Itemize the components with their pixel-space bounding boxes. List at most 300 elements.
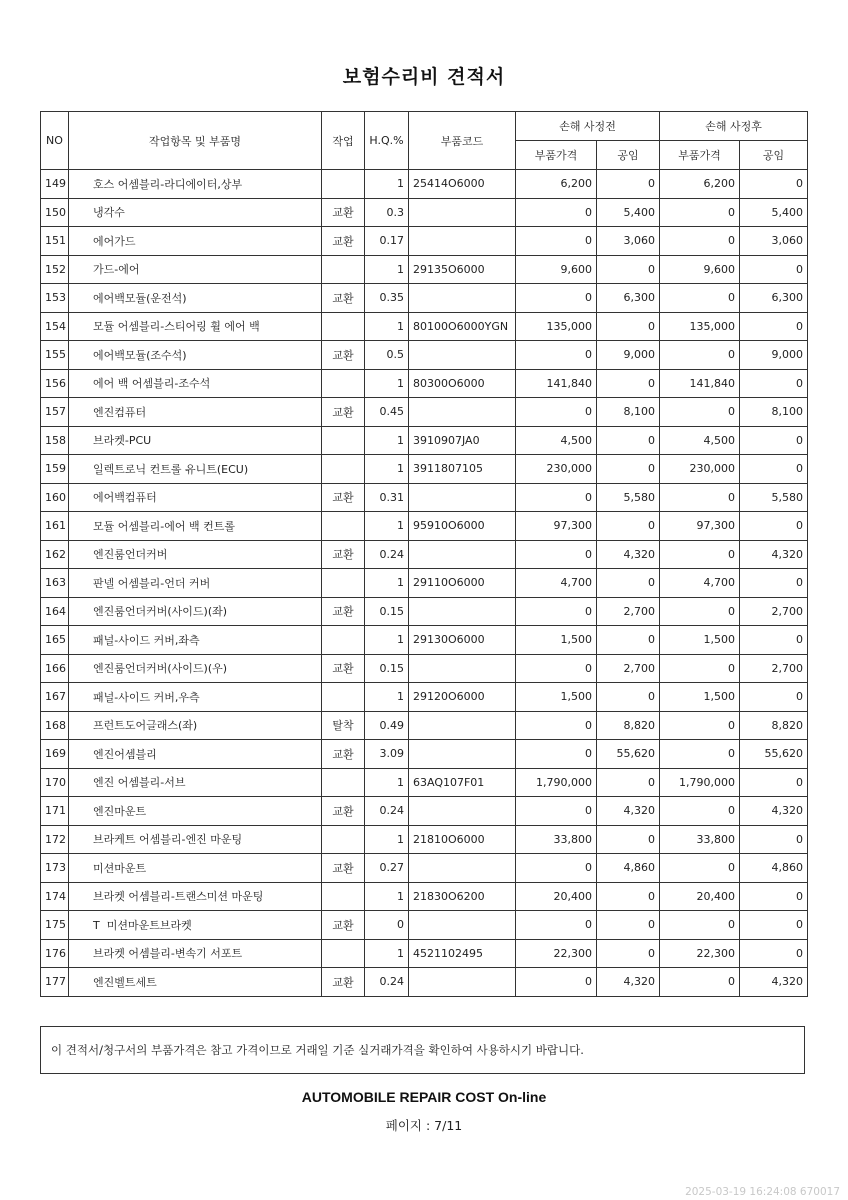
table-row xyxy=(41,683,808,712)
row-item-name: 패널-사이드 커버,우측 xyxy=(69,683,322,712)
row-before-labor: 0 xyxy=(597,683,660,712)
row-hq: 0.3 xyxy=(365,198,409,227)
row-part-code xyxy=(409,711,516,740)
table-row xyxy=(41,198,808,227)
row-item-name: T 미션마운트브라켓 xyxy=(69,911,322,940)
row-part-code: 80100O6000YGN xyxy=(409,312,516,341)
row-before-part-price: 0 xyxy=(516,284,597,313)
row-part-code: 29135O6000 xyxy=(409,255,516,284)
row-no: 175 xyxy=(41,911,69,940)
row-after-labor: 2,700 xyxy=(740,654,808,683)
row-after-part-price: 1,790,000 xyxy=(660,768,740,797)
row-hq: 0.17 xyxy=(365,227,409,256)
table-row xyxy=(41,768,808,797)
row-work-type: 교환 xyxy=(322,854,365,883)
row-work-type xyxy=(322,939,365,968)
row-before-labor: 4,320 xyxy=(597,797,660,826)
row-before-labor: 55,620 xyxy=(597,740,660,769)
row-before-labor: 6,300 xyxy=(597,284,660,313)
row-after-part-price: 0 xyxy=(660,854,740,883)
row-after-labor: 0 xyxy=(740,170,808,199)
row-work-type: 교환 xyxy=(322,540,365,569)
row-work-type: 교환 xyxy=(322,654,365,683)
row-work-type xyxy=(322,312,365,341)
row-after-labor: 0 xyxy=(740,825,808,854)
row-after-part-price: 0 xyxy=(660,227,740,256)
row-before-part-price: 0 xyxy=(516,654,597,683)
row-work-type xyxy=(322,170,365,199)
row-no: 161 xyxy=(41,512,69,541)
header-no: NO xyxy=(41,112,69,170)
row-after-labor: 4,320 xyxy=(740,968,808,997)
row-part-code xyxy=(409,654,516,683)
row-work-type xyxy=(322,255,365,284)
row-after-part-price: 135,000 xyxy=(660,312,740,341)
row-work-type: 교환 xyxy=(322,968,365,997)
row-after-labor: 9,000 xyxy=(740,341,808,370)
row-hq: 0 xyxy=(365,911,409,940)
row-after-labor: 2,700 xyxy=(740,597,808,626)
row-after-part-price: 0 xyxy=(660,398,740,427)
row-part-code xyxy=(409,227,516,256)
row-part-code: 80300O6000 xyxy=(409,369,516,398)
row-before-part-price: 1,790,000 xyxy=(516,768,597,797)
row-item-name: 일렉트로닉 컨트롤 유니트(ECU) xyxy=(69,455,322,484)
row-after-part-price: 1,500 xyxy=(660,626,740,655)
row-part-code: 95910O6000 xyxy=(409,512,516,541)
table-row xyxy=(41,512,808,541)
row-after-part-price: 0 xyxy=(660,911,740,940)
row-part-code: 63AQ107F01 xyxy=(409,768,516,797)
row-before-part-price: 97,300 xyxy=(516,512,597,541)
row-hq: 1 xyxy=(365,825,409,854)
row-item-name: 에어백모듈(조수석) xyxy=(69,341,322,370)
row-after-labor: 0 xyxy=(740,255,808,284)
table-row xyxy=(41,426,808,455)
row-no: 158 xyxy=(41,426,69,455)
table-row xyxy=(41,626,808,655)
header-after-labor: 공임 xyxy=(740,141,808,170)
row-before-labor: 0 xyxy=(597,255,660,284)
row-no: 160 xyxy=(41,483,69,512)
row-after-labor: 5,580 xyxy=(740,483,808,512)
row-after-labor: 6,300 xyxy=(740,284,808,313)
row-hq: 0.15 xyxy=(365,597,409,626)
row-no: 177 xyxy=(41,968,69,997)
row-part-code: 29120O6000 xyxy=(409,683,516,712)
table-row xyxy=(41,911,808,940)
table-row xyxy=(41,797,808,826)
header-before-labor: 공임 xyxy=(597,141,660,170)
row-before-labor: 0 xyxy=(597,369,660,398)
row-before-labor: 8,820 xyxy=(597,711,660,740)
row-hq: 1 xyxy=(365,312,409,341)
row-part-code: 21830O6200 xyxy=(409,882,516,911)
row-item-name: 브라케트 어셈블리-엔진 마운팅 xyxy=(69,825,322,854)
row-item-name: 미션마운트 xyxy=(69,854,322,883)
row-part-code xyxy=(409,284,516,313)
row-hq: 0.45 xyxy=(365,398,409,427)
row-before-labor: 0 xyxy=(597,455,660,484)
row-item-name: 엔진룸언더커버 xyxy=(69,540,322,569)
row-after-labor: 0 xyxy=(740,882,808,911)
row-after-part-price: 6,200 xyxy=(660,170,740,199)
table-row xyxy=(41,255,808,284)
row-hq: 1 xyxy=(365,369,409,398)
row-after-labor: 0 xyxy=(740,369,808,398)
document-title: 보험수리비 견적서 xyxy=(342,66,506,88)
row-before-labor: 5,400 xyxy=(597,198,660,227)
row-part-code: 4521102495 xyxy=(409,939,516,968)
row-part-code xyxy=(409,740,516,769)
row-no: 157 xyxy=(41,398,69,427)
row-before-labor: 0 xyxy=(597,626,660,655)
row-before-labor: 4,860 xyxy=(597,854,660,883)
row-after-labor: 4,320 xyxy=(740,797,808,826)
row-before-labor: 3,060 xyxy=(597,227,660,256)
row-after-labor: 3,060 xyxy=(740,227,808,256)
row-before-part-price: 0 xyxy=(516,540,597,569)
row-item-name: 엔진 어셈블리-서브 xyxy=(69,768,322,797)
row-no: 166 xyxy=(41,654,69,683)
row-part-code xyxy=(409,540,516,569)
row-part-code: 3911807105 xyxy=(409,455,516,484)
row-after-part-price: 0 xyxy=(660,740,740,769)
row-hq: 0.24 xyxy=(365,797,409,826)
row-after-part-price: 0 xyxy=(660,597,740,626)
row-hq: 0.24 xyxy=(365,968,409,997)
row-no: 167 xyxy=(41,683,69,712)
row-item-name: 판넬 어셈블리-언더 커버 xyxy=(69,569,322,598)
row-item-name: 가드-에어 xyxy=(69,255,322,284)
row-before-labor: 0 xyxy=(597,768,660,797)
row-no: 164 xyxy=(41,597,69,626)
row-work-type: 교환 xyxy=(322,198,365,227)
row-before-labor: 0 xyxy=(597,426,660,455)
row-no: 149 xyxy=(41,170,69,199)
row-before-part-price: 0 xyxy=(516,740,597,769)
row-hq: 0.24 xyxy=(365,540,409,569)
row-part-code xyxy=(409,483,516,512)
row-item-name: 브라켓 어셈블리-변속기 서포트 xyxy=(69,939,322,968)
row-before-part-price: 0 xyxy=(516,198,597,227)
footer-brand: AUTOMOBILE REPAIR COST On-line xyxy=(301,1089,547,1105)
row-hq: 1 xyxy=(365,455,409,484)
row-after-labor: 4,320 xyxy=(740,540,808,569)
row-before-labor: 4,320 xyxy=(597,540,660,569)
row-before-labor: 0 xyxy=(597,569,660,598)
row-after-labor: 0 xyxy=(740,455,808,484)
row-item-name: 에어백컴퓨터 xyxy=(69,483,322,512)
row-after-labor: 0 xyxy=(740,312,808,341)
row-hq: 1 xyxy=(365,939,409,968)
row-after-labor: 0 xyxy=(740,768,808,797)
row-hq: 1 xyxy=(365,255,409,284)
row-before-labor: 0 xyxy=(597,939,660,968)
row-no: 174 xyxy=(41,882,69,911)
table-row xyxy=(41,312,808,341)
row-no: 176 xyxy=(41,939,69,968)
row-before-part-price: 1,500 xyxy=(516,683,597,712)
row-before-part-price: 141,840 xyxy=(516,369,597,398)
row-before-part-price: 22,300 xyxy=(516,939,597,968)
table-row xyxy=(41,939,808,968)
table-row xyxy=(41,854,808,883)
row-item-name: 엔진룸언더커버(사이드)(좌) xyxy=(69,597,322,626)
row-work-type: 교환 xyxy=(322,911,365,940)
row-hq: 0.15 xyxy=(365,654,409,683)
row-before-part-price: 135,000 xyxy=(516,312,597,341)
row-work-type: 교환 xyxy=(322,341,365,370)
table-row xyxy=(41,483,808,512)
table-row xyxy=(41,455,808,484)
row-item-name: 모듈 어셈블리-스티어링 휠 에어 백 xyxy=(69,312,322,341)
row-item-name: 엔진벨트세트 xyxy=(69,968,322,997)
row-work-type xyxy=(322,683,365,712)
row-no: 153 xyxy=(41,284,69,313)
row-before-part-price: 0 xyxy=(516,398,597,427)
row-before-part-price: 6,200 xyxy=(516,170,597,199)
row-before-part-price: 20,400 xyxy=(516,882,597,911)
row-before-part-price: 0 xyxy=(516,597,597,626)
row-work-type: 탈착 xyxy=(322,711,365,740)
row-after-part-price: 0 xyxy=(660,341,740,370)
row-before-part-price: 0 xyxy=(516,911,597,940)
row-before-labor: 5,580 xyxy=(597,483,660,512)
price-notice: 이 견적서/청구서의 부품가격은 참고 가격이므로 거래일 기준 실거래가격을 확인하여 사용하시기 바랍니다. xyxy=(40,1026,805,1074)
row-hq: 1 xyxy=(365,768,409,797)
row-after-part-price: 0 xyxy=(660,711,740,740)
row-before-labor: 2,700 xyxy=(597,597,660,626)
row-after-part-price: 22,300 xyxy=(660,939,740,968)
row-part-code xyxy=(409,854,516,883)
row-before-part-price: 0 xyxy=(516,711,597,740)
row-part-code: 21810O6000 xyxy=(409,825,516,854)
row-after-labor: 0 xyxy=(740,569,808,598)
row-before-part-price: 0 xyxy=(516,797,597,826)
header-after-group: 손해 사정후 xyxy=(660,112,808,141)
table-row xyxy=(41,284,808,313)
row-work-type xyxy=(322,426,365,455)
header-code: 부품코드 xyxy=(409,112,516,170)
row-before-part-price: 4,700 xyxy=(516,569,597,598)
row-after-part-price: 0 xyxy=(660,654,740,683)
row-item-name: 모듈 어셈블리-에어 백 컨트롤 xyxy=(69,512,322,541)
row-work-type xyxy=(322,882,365,911)
table-row xyxy=(41,227,808,256)
header-hq: H.Q.% xyxy=(365,112,409,170)
row-no: 156 xyxy=(41,369,69,398)
row-after-part-price: 0 xyxy=(660,797,740,826)
row-no: 159 xyxy=(41,455,69,484)
row-after-labor: 0 xyxy=(740,939,808,968)
row-item-name: 엔진마운트 xyxy=(69,797,322,826)
row-after-part-price: 0 xyxy=(660,483,740,512)
row-before-labor: 0 xyxy=(597,170,660,199)
table-row xyxy=(41,369,808,398)
row-after-part-price: 230,000 xyxy=(660,455,740,484)
row-hq: 0.35 xyxy=(365,284,409,313)
table-row xyxy=(41,825,808,854)
row-no: 165 xyxy=(41,626,69,655)
row-after-part-price: 0 xyxy=(660,540,740,569)
row-after-part-price: 20,400 xyxy=(660,882,740,911)
header-before-part-price: 부품가격 xyxy=(516,141,597,170)
row-before-part-price: 230,000 xyxy=(516,455,597,484)
row-after-labor: 4,860 xyxy=(740,854,808,883)
row-before-labor: 8,100 xyxy=(597,398,660,427)
row-before-part-price: 1,500 xyxy=(516,626,597,655)
row-hq: 1 xyxy=(365,626,409,655)
row-hq: 0.5 xyxy=(365,341,409,370)
row-item-name: 브라켓 어셈블리-트랜스미션 마운팅 xyxy=(69,882,322,911)
table-row xyxy=(41,740,808,769)
row-hq: 0.49 xyxy=(365,711,409,740)
estimate-table xyxy=(40,111,808,997)
row-after-labor: 0 xyxy=(740,683,808,712)
row-work-type xyxy=(322,825,365,854)
row-after-labor: 5,400 xyxy=(740,198,808,227)
row-work-type: 교환 xyxy=(322,227,365,256)
row-before-part-price: 0 xyxy=(516,483,597,512)
table-row xyxy=(41,540,808,569)
row-part-code xyxy=(409,198,516,227)
row-before-labor: 0 xyxy=(597,911,660,940)
table-row xyxy=(41,170,808,199)
row-hq: 1 xyxy=(365,882,409,911)
row-before-labor: 0 xyxy=(597,512,660,541)
row-after-part-price: 141,840 xyxy=(660,369,740,398)
row-before-labor: 0 xyxy=(597,312,660,341)
row-part-code xyxy=(409,911,516,940)
row-work-type xyxy=(322,369,365,398)
header-before-group: 손해 사정전 xyxy=(516,112,660,141)
row-before-labor: 0 xyxy=(597,825,660,854)
row-no: 151 xyxy=(41,227,69,256)
row-after-part-price: 1,500 xyxy=(660,683,740,712)
row-no: 155 xyxy=(41,341,69,370)
header-work: 작업 xyxy=(322,112,365,170)
row-after-labor: 8,100 xyxy=(740,398,808,427)
row-item-name: 패널-사이드 커버,좌측 xyxy=(69,626,322,655)
row-after-labor: 0 xyxy=(740,426,808,455)
row-no: 170 xyxy=(41,768,69,797)
row-before-part-price: 0 xyxy=(516,341,597,370)
row-before-part-price: 4,500 xyxy=(516,426,597,455)
row-before-part-price: 0 xyxy=(516,854,597,883)
row-item-name: 엔진어셈블리 xyxy=(69,740,322,769)
print-timestamp: 2025-03-19 16:24:08 670017 xyxy=(685,1186,840,1198)
row-after-part-price: 9,600 xyxy=(660,255,740,284)
row-no: 168 xyxy=(41,711,69,740)
row-after-part-price: 4,500 xyxy=(660,426,740,455)
row-before-part-price: 33,800 xyxy=(516,825,597,854)
table-body xyxy=(41,170,808,997)
row-part-code: 25414O6000 xyxy=(409,170,516,199)
row-no: 173 xyxy=(41,854,69,883)
row-before-part-price: 0 xyxy=(516,227,597,256)
row-hq: 0.27 xyxy=(365,854,409,883)
row-before-part-price: 9,600 xyxy=(516,255,597,284)
row-before-labor: 9,000 xyxy=(597,341,660,370)
row-hq: 0.31 xyxy=(365,483,409,512)
row-hq: 1 xyxy=(365,683,409,712)
row-after-labor: 0 xyxy=(740,911,808,940)
row-after-labor: 55,620 xyxy=(740,740,808,769)
row-hq: 1 xyxy=(365,512,409,541)
table-row xyxy=(41,711,808,740)
row-after-part-price: 0 xyxy=(660,284,740,313)
row-after-part-price: 97,300 xyxy=(660,512,740,541)
row-no: 171 xyxy=(41,797,69,826)
row-part-code xyxy=(409,968,516,997)
row-item-name: 엔진컴퓨터 xyxy=(69,398,322,427)
row-item-name: 호스 어셈블리-라디에이터,상부 xyxy=(69,170,322,199)
row-no: 152 xyxy=(41,255,69,284)
row-work-type: 교환 xyxy=(322,398,365,427)
row-no: 169 xyxy=(41,740,69,769)
row-work-type xyxy=(322,569,365,598)
header-after-part-price: 부품가격 xyxy=(660,141,740,170)
table-row xyxy=(41,569,808,598)
row-work-type xyxy=(322,768,365,797)
row-work-type xyxy=(322,455,365,484)
row-no: 163 xyxy=(41,569,69,598)
row-before-labor: 0 xyxy=(597,882,660,911)
row-hq: 3.09 xyxy=(365,740,409,769)
row-work-type: 교환 xyxy=(322,797,365,826)
row-work-type: 교환 xyxy=(322,597,365,626)
table-row xyxy=(41,398,808,427)
row-work-type: 교환 xyxy=(322,740,365,769)
row-item-name: 에어가드 xyxy=(69,227,322,256)
table-row xyxy=(41,341,808,370)
row-part-code xyxy=(409,597,516,626)
row-part-code xyxy=(409,797,516,826)
table-row xyxy=(41,968,808,997)
row-part-code: 29110O6000 xyxy=(409,569,516,598)
row-after-labor: 8,820 xyxy=(740,711,808,740)
row-item-name: 에어 백 어셈블리-조수석 xyxy=(69,369,322,398)
row-work-type xyxy=(322,512,365,541)
row-item-name: 엔진룸언더커버(사이드)(우) xyxy=(69,654,322,683)
row-hq: 1 xyxy=(365,426,409,455)
row-item-name: 브라켓-PCU xyxy=(69,426,322,455)
row-after-labor: 0 xyxy=(740,512,808,541)
table-row xyxy=(41,597,808,626)
row-part-code xyxy=(409,341,516,370)
row-hq: 1 xyxy=(365,170,409,199)
row-part-code: 3910907JA0 xyxy=(409,426,516,455)
row-work-type: 교환 xyxy=(322,284,365,313)
row-before-part-price: 0 xyxy=(516,968,597,997)
page-number: 페이지 : 7/11 xyxy=(385,1118,463,1133)
row-before-labor: 2,700 xyxy=(597,654,660,683)
row-no: 150 xyxy=(41,198,69,227)
row-hq: 1 xyxy=(365,569,409,598)
row-no: 172 xyxy=(41,825,69,854)
table-row xyxy=(41,882,808,911)
row-part-code: 29130O6000 xyxy=(409,626,516,655)
row-part-code xyxy=(409,398,516,427)
row-after-part-price: 0 xyxy=(660,198,740,227)
row-after-part-price: 0 xyxy=(660,968,740,997)
row-after-part-price: 33,800 xyxy=(660,825,740,854)
header-item: 작업항목 및 부품명 xyxy=(69,112,322,170)
row-no: 162 xyxy=(41,540,69,569)
row-item-name: 에어백모듈(운전석) xyxy=(69,284,322,313)
row-before-labor: 4,320 xyxy=(597,968,660,997)
